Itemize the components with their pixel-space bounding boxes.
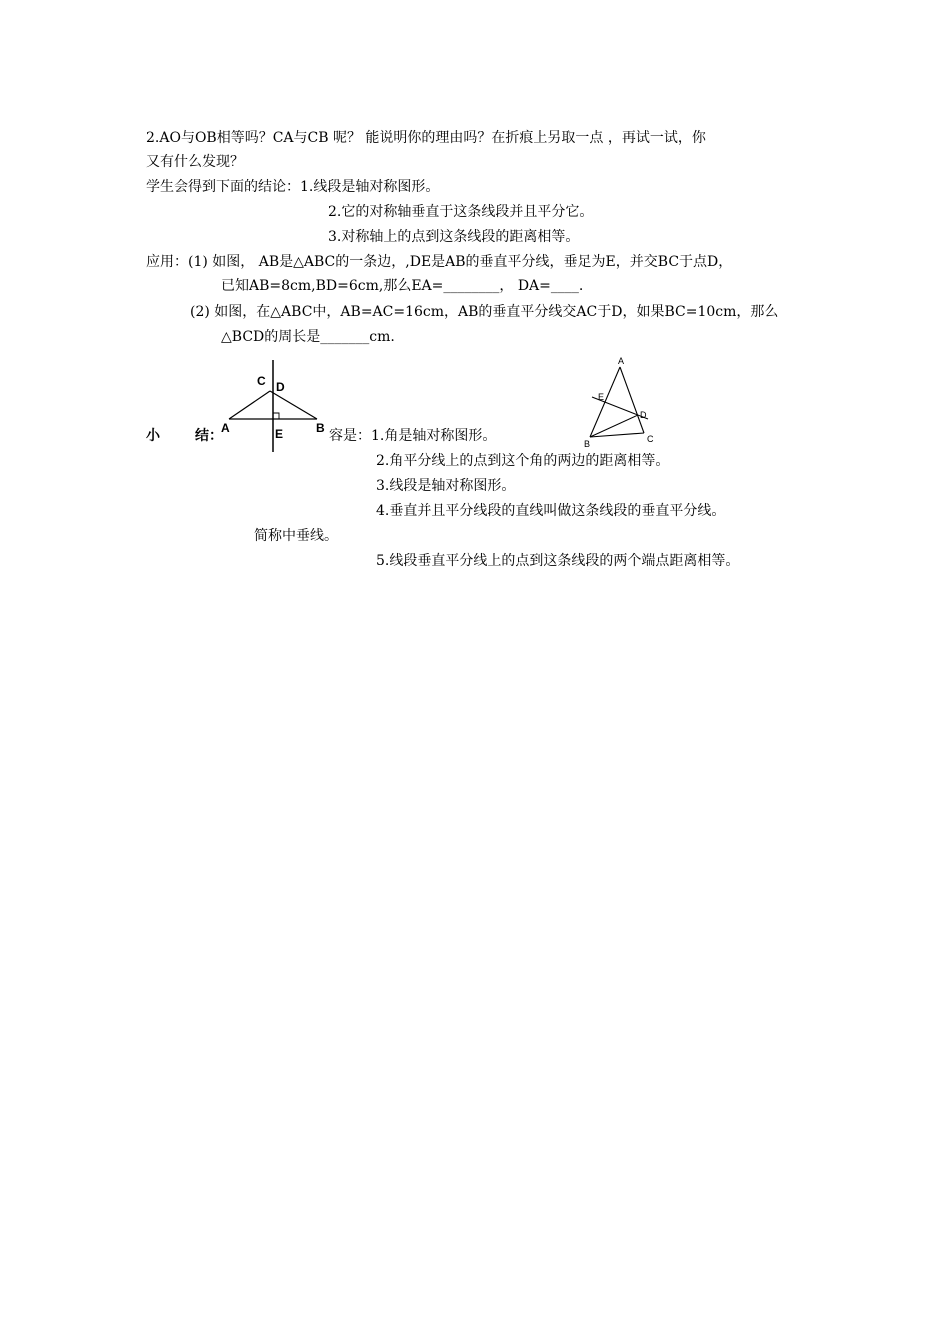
conclusions-item2: 2.它的对称轴垂直于这条线段并且平分它。: [328, 204, 594, 220]
figure1-label-d: D: [276, 380, 285, 394]
question2-line2: 又有什么发现？: [146, 154, 244, 170]
figure2-label-c: C: [647, 434, 654, 444]
summary-item5: 5.线段垂直平分线上的点到这条线段的两个端点距离相等。: [376, 553, 740, 569]
application-p2-line2: △BCD的周长是_______cm.: [221, 329, 395, 345]
figure-perpendicular-bisector: [215, 360, 345, 460]
figure2-label-e: E: [598, 392, 605, 402]
summary-heading-xiao: 小: [146, 428, 160, 444]
summary-content-intro: 容是：1.角是轴对称图形。: [329, 428, 497, 444]
summary-item4-cont: 简称中垂线。: [254, 528, 338, 544]
figure1-label-a: A: [221, 421, 230, 435]
conclusions-item3: 3.对称轴上的点到这条线段的距离相等。: [328, 229, 580, 245]
application-p1-line2: 已知AB=8cm,BD=6cm,那么EA=________， DA=____.: [221, 278, 584, 294]
figure-isosceles-triangle: [580, 355, 660, 450]
summary-heading-jie: 结：: [195, 428, 223, 444]
figure2-label-b: B: [584, 439, 591, 449]
question2-line1: 2.AO与OB相等吗？CA与CB 呢？ 能说明你的理由吗？在折痕上另取一点 ，再试一试，你: [146, 130, 706, 146]
summary-item4: 4.垂直并且平分线段的直线叫做这条线段的垂直平分线。: [376, 503, 726, 519]
figure1-label-e: E: [275, 427, 284, 441]
application-p2-line1: (2) 如图，在△ABC中，AB=AC=16cm，AB的垂直平分线交AC于D，如果BC=10cm，那么: [190, 304, 779, 320]
figure2-label-a: A: [618, 356, 625, 366]
figure2-label-d: D: [640, 410, 647, 420]
conclusions-intro: 学生会得到下面的结论：1.线段是轴对称图形。: [146, 179, 440, 195]
summary-item2: 2.角平分线上的点到这个角的两边的距离相等。: [376, 453, 670, 469]
figure1-label-c: C: [257, 374, 266, 388]
figure1-label-b: B: [316, 421, 325, 435]
summary-item3: 3.线段是轴对称图形。: [376, 478, 516, 494]
application-p1-line1: 应用：(1) 如图， AB是△ABC的一条边，,DE是AB的垂直平分线，垂足为E，并交BC于点D，: [146, 254, 733, 270]
